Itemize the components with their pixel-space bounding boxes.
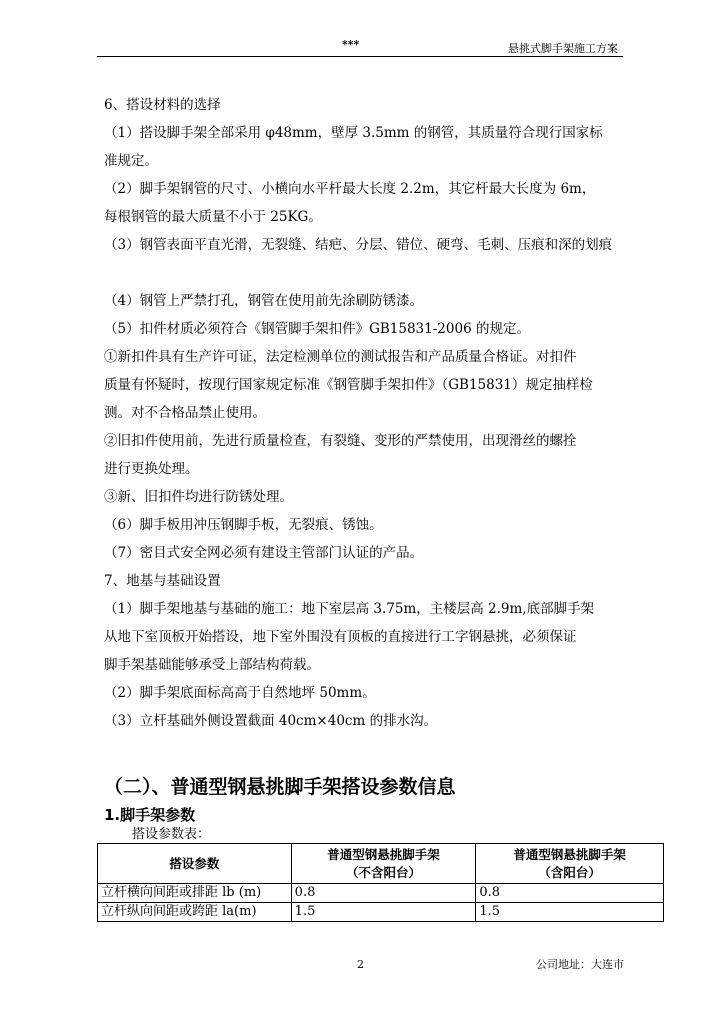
blank-line xyxy=(104,259,624,287)
body-line: （3）立杆基础外侧设置截面 40cm×40cm 的排水沟。 xyxy=(104,713,438,729)
table-row xyxy=(98,884,664,903)
row-label: 立杆横向间距或排距 lb (m) xyxy=(98,884,292,903)
body-line: 测。对不合格品禁止使用。 xyxy=(104,405,266,421)
body-line: 6、搭设材料的选择 xyxy=(104,97,221,113)
body-line: 7、地基与基础设置 xyxy=(104,573,221,589)
section-title: （二）、普通型钢悬挑脚手架搭设参数信息 xyxy=(104,776,456,798)
body-line: 进行更换处理。 xyxy=(104,461,199,477)
body-line: 质量有怀疑时，按现行国家规定标准《钢管脚手架扣件》（GB15831）规定抽样检 xyxy=(104,377,593,393)
body-line: （2）脚手架底面标高高于自然地坪 50mm。 xyxy=(104,685,376,701)
body-line: （1）脚手架地基与基础的施工：地下室层高 3.75m，主楼层高 2.9m,底部脚手架 xyxy=(104,601,595,617)
body-line: ③新、旧扣件均进行防锈处理。 xyxy=(104,489,293,505)
parameters-table xyxy=(97,843,664,922)
body-line: ①新扣件具有生产许可证，法定检测单位的测试报告和产品质量合格证。对扣件 xyxy=(104,349,577,365)
body-line: 从地下室顶板开始搭设，地下室外围没有顶板的直接进行工字钢悬挑，必须保证 xyxy=(104,629,577,645)
body-line: （3）钢管表面平直光滑，无裂缝、结疤、分层、错位、硬弯、毛刺、压痕和深的划痕 xyxy=(104,237,613,253)
header-cell-without-balcony xyxy=(291,844,476,884)
header-line: 普通型钢悬挑脚手架 xyxy=(327,846,440,862)
row-value: 0.8 xyxy=(476,884,664,903)
body-line: （5）扣件材质必须符合《钢管脚手架扣件》GB15831-2006 的规定。 xyxy=(104,321,530,337)
body-line: ②旧扣件使用前，先进行质量检查，有裂缝、变形的严禁使用，出现滑丝的螺拴 xyxy=(104,433,577,449)
body-line: （1）搭设脚手架全部采用 φ48mm，壁厚 3.5mm 的钢管，其质量符合现行国家标 xyxy=(104,125,603,141)
table-caption: 搭设参数表： xyxy=(132,827,211,842)
body-text xyxy=(104,91,624,735)
row-value: 0.8 xyxy=(291,884,476,903)
page-number: 2 xyxy=(357,958,364,971)
header-mark: *** xyxy=(342,38,360,51)
body-line: 每根钢管的最大质量不小于 25KG。 xyxy=(104,209,322,225)
row-value: 1.5 xyxy=(476,903,664,922)
body-line: 脚手架基础能够承受上部结构荷载。 xyxy=(104,657,320,673)
body-line: （6）脚手板用冲压钢脚手板，无裂痕、锈蚀。 xyxy=(104,517,383,533)
header-title: 悬挑式脚手架施工方案 xyxy=(508,42,618,55)
header-line: 普通型钢悬挑脚手架 xyxy=(513,846,626,862)
table-row xyxy=(98,903,664,922)
header-line: （不含阳台） xyxy=(345,864,421,880)
table-header-row xyxy=(98,844,664,884)
body-line: （2）脚手架钢管的尺寸、小横向水平杆最大长度 2.2m，其它杆最大长度为 6m， xyxy=(104,181,596,197)
header-cell-parameter: 搭设参数 xyxy=(98,844,292,884)
footer-address: 公司地址：大连市 xyxy=(536,958,624,971)
header-cell-with-balcony xyxy=(476,844,664,884)
body-line: 准规定。 xyxy=(104,153,158,169)
subsection-title: 1.脚手架参数 xyxy=(104,806,196,824)
body-line: （4）钢管上严禁打孔，钢管在使用前先涂刷防锈漆。 xyxy=(104,293,424,309)
header-line: （含阳台） xyxy=(538,864,601,880)
row-value: 1.5 xyxy=(291,903,476,922)
body-line: （7）密目式安全网必须有建设主管部门认证的产品。 xyxy=(104,545,424,561)
header-divider xyxy=(97,56,623,57)
row-label: 立杆纵向间距或跨距 la(m) xyxy=(98,903,292,922)
